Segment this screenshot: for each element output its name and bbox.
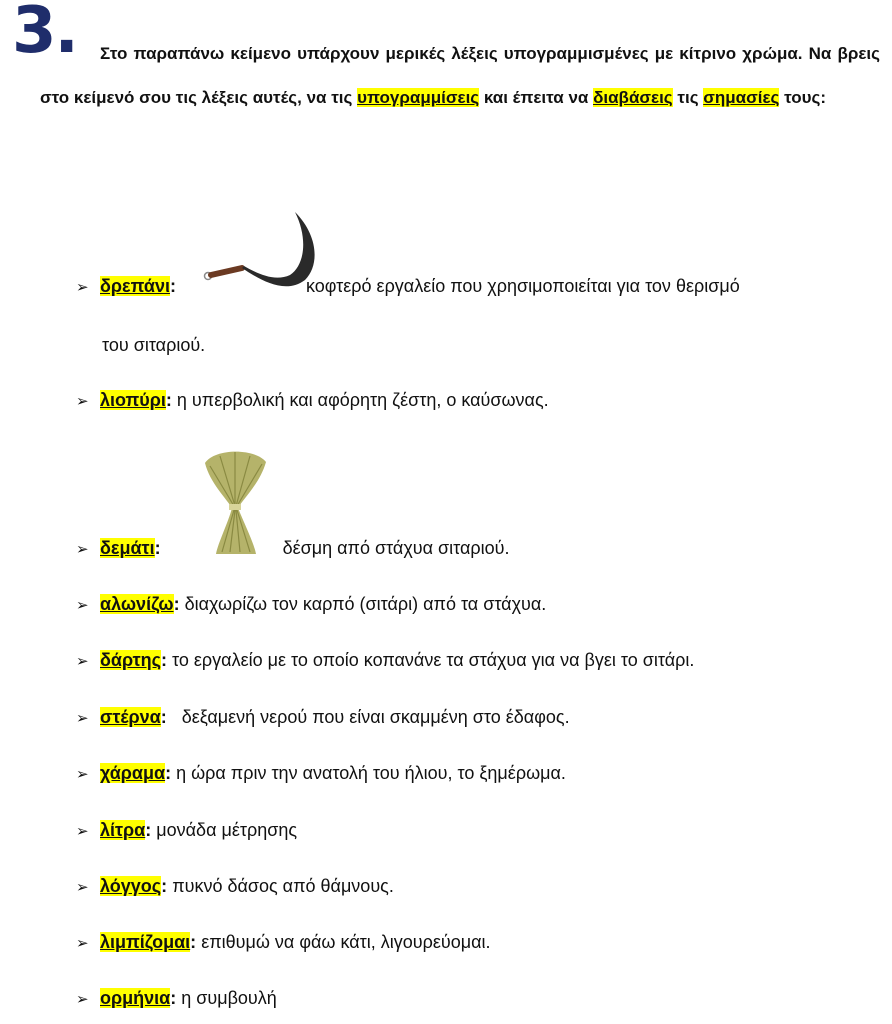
intro-text-4: τους:: [779, 88, 827, 107]
term: λόγγος: [100, 876, 162, 896]
list-item: ➢ λόγγος: πυκνό δάσος από θάμνους.: [76, 876, 394, 896]
list-item: ➢ δρεπάνι: κοφτερό εργαλείο που χρησιμοποιείται για τον θερισμό: [76, 276, 740, 296]
definition: δεξαμενή νερού που είναι σκαμμένη στο έδαφος.: [171, 707, 570, 727]
definition: επιθυμώ να φάω κάτι, λιγουρεύομαι.: [201, 932, 491, 952]
term: δεμάτι: [100, 538, 155, 558]
definition-continued: του σιταριού.: [102, 335, 206, 355]
definition: μονάδα μέτρησης: [156, 820, 298, 840]
list-item: ➢ λιμπίζομαι: επιθυμώ να φάω κάτι, λιγουρεύομαι.: [76, 932, 491, 952]
term: λίτρα: [100, 820, 146, 840]
arrow-bullet-icon: ➢: [76, 597, 89, 614]
arrow-bullet-icon: ➢: [76, 653, 89, 670]
arrow-bullet-icon: ➢: [76, 279, 89, 296]
term: ορμήνια: [100, 988, 171, 1008]
arrow-bullet-icon: ➢: [76, 766, 89, 783]
definition: η συμβουλή: [181, 988, 277, 1008]
term: αλωνίζω: [100, 594, 174, 614]
highlighted-word: σημασίες: [703, 88, 780, 107]
arrow-bullet-icon: ➢: [76, 991, 89, 1008]
term: στέρνα: [100, 707, 161, 727]
highlighted-word: υπογραμμίσεις: [357, 88, 480, 107]
intro-text-1: Στο παραπάνω κείμενο υπάρχουν μερικές λέξεις υπογραμμισμένες με κίτρινο χρώμα. Να βρεις στο κείμενό σου τις λέξεις αυτές, να τις: [40, 44, 880, 107]
list-item: ➢ λιοπύρι: η υπερβολική και αφόρητη ζέστη, ο καύσωνας.: [76, 390, 549, 410]
term: χάραμα: [100, 763, 166, 783]
arrow-bullet-icon: ➢: [76, 823, 89, 840]
definition: η υπερβολική και αφόρητη ζέστη, ο καύσωνας.: [176, 390, 549, 410]
term: δάρτης: [100, 650, 162, 670]
definition: η ώρα πριν την ανατολή του ήλιου, το ξημέρωμα.: [176, 763, 566, 783]
arrow-bullet-icon: ➢: [76, 541, 89, 558]
definition: πυκνό δάσος από θάμνους.: [172, 876, 394, 896]
term: λιοπύρι: [100, 390, 166, 410]
intro-text-3: τις: [672, 88, 704, 107]
intro-text-2: και έπειτα να: [479, 88, 594, 107]
arrow-bullet-icon: ➢: [76, 710, 89, 727]
list-item: ➢ δεμάτι: δέσμη από στάχυα σιταριού.: [76, 538, 510, 558]
list-item: ➢ στέρνα: δεξαμενή νερού που είναι σκαμμένη στο έδαφος.: [76, 707, 570, 727]
definition: κοφτερό εργαλείο που χρησιμοποιείται για τον θερισμό: [305, 276, 740, 296]
exercise-number: 3.: [12, 0, 77, 68]
instructions: [40, 32, 880, 120]
definition: το εργαλείο με το οποίο κοπανάνε τα στάχυα για να βγει το σιτάρι.: [172, 650, 695, 670]
definition: δέσμη από στάχυα σιταριού.: [282, 538, 510, 558]
list-item: ➢ χάραμα: η ώρα πριν την ανατολή του ήλιου, το ξημέρωμα.: [76, 763, 566, 783]
term: δρεπάνι: [100, 276, 170, 296]
list-item: ➢ ορμήνια: η συμβουλή: [76, 988, 277, 1008]
list-item: ➢ δάρτης: το εργαλείο με το οποίο κοπανάνε τα στάχυα για να βγει το σιτάρι.: [76, 650, 695, 670]
list-item: ➢ αλωνίζω: διαχωρίζω τον καρπό (σιτάρι) από τα στάχυα.: [76, 594, 547, 614]
definition: διαχωρίζω τον καρπό (σιτάρι) από τα στάχυα.: [184, 594, 547, 614]
term: λιμπίζομαι: [100, 932, 191, 952]
highlighted-word: διαβάσεις: [593, 88, 673, 107]
arrow-bullet-icon: ➢: [76, 879, 89, 896]
list-item: ➢ λίτρα: μονάδα μέτρησης: [76, 820, 298, 840]
arrow-bullet-icon: ➢: [76, 393, 89, 410]
arrow-bullet-icon: ➢: [76, 935, 89, 952]
